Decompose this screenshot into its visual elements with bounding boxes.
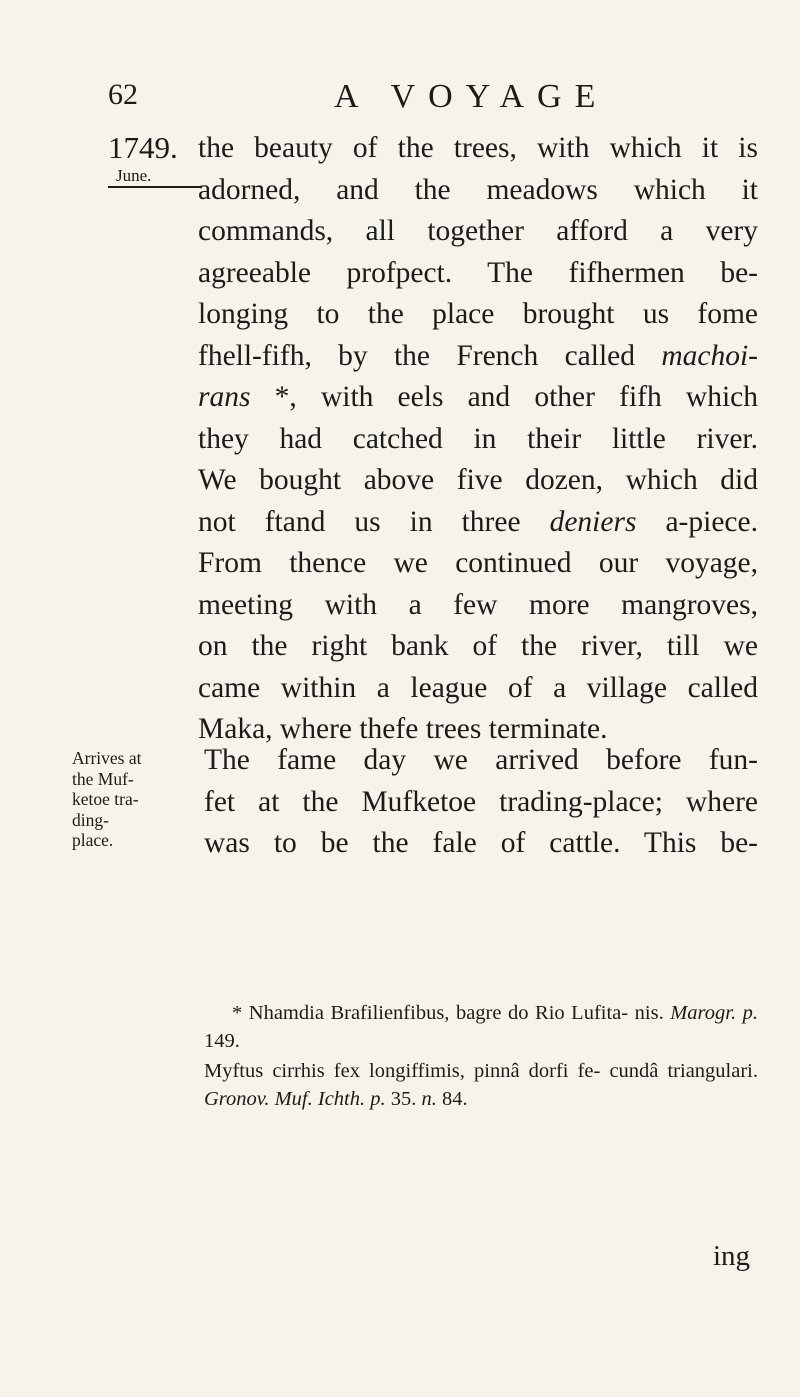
italic-term: rans — [198, 381, 251, 413]
margin-date — [108, 130, 198, 188]
text-line: Maka, where thefe trees terminate. — [198, 713, 608, 745]
margin-month: June. — [108, 166, 202, 188]
footnote-citation: n. — [421, 1087, 437, 1110]
footnotes — [204, 1000, 758, 1113]
marginal-line: the Muf- — [72, 768, 134, 789]
text-line: agreeable profpect. The fifhermen be- — [198, 256, 758, 289]
footnote-text: 84. — [436, 1087, 468, 1110]
marginal-line: ketoe tra- — [72, 789, 139, 809]
text-line: From thence we continued our voyage, — [198, 547, 758, 579]
page-header — [108, 78, 648, 122]
footnote-1 — [204, 1000, 758, 1055]
footnote-text: Myftus cirrhis fex longiffimis, pinnâ dorfi fe- — [204, 1060, 601, 1082]
page-number: 62 — [108, 78, 138, 111]
running-title: A VOYAGE — [334, 78, 609, 115]
text-line — [198, 377, 758, 419]
text-line: the beauty of the trees, with which it is — [198, 132, 758, 164]
text-line: longing to the place brought us fome — [198, 298, 758, 330]
footnote-citation: Marogr. p. — [670, 1002, 758, 1024]
text-span: fhell-fifh, by the French called — [198, 339, 662, 372]
text-line: meeting with a few more mangroves, — [198, 588, 758, 621]
marginal-line: place. — [72, 830, 114, 850]
italic-term: machoi- — [661, 339, 758, 372]
footnote-text: 35. — [385, 1087, 417, 1110]
text-line: The fame day we arrived before fun- — [204, 744, 758, 776]
text-line: We bought above five dozen, which did — [198, 464, 758, 496]
marginal-line: ding- — [72, 809, 109, 830]
text-line: came within a league of a village called — [198, 671, 758, 704]
text-line: commands, all together afford a very — [198, 215, 758, 247]
text-line: fet at the Mufketoe trading-place; where — [204, 785, 758, 818]
footnote-text: nis. — [634, 1002, 671, 1024]
text-line: on the right bank of the river, till we — [198, 630, 758, 662]
marginal-note — [72, 748, 202, 851]
footnote-citation: Gronov. Muf. Ichth. p. — [204, 1087, 386, 1110]
catchword: ing — [713, 1240, 751, 1272]
text-span: *, with eels and other fifh which — [250, 381, 758, 413]
text-span: not ftand us in three — [198, 505, 550, 538]
marginal-line: Arrives at — [72, 748, 142, 768]
italic-term: deniers — [549, 505, 637, 538]
paragraph-2 — [204, 740, 758, 865]
text-line: was to be the fale of cattle. This be- — [204, 827, 758, 859]
text-line — [198, 502, 758, 544]
text-span: a-piece. — [636, 505, 758, 538]
footnote-text: * Nhamdia Brafilienfibus, bagre do Rio Lufita- — [232, 1002, 629, 1024]
text-line: they had catched in their little river. — [198, 422, 758, 455]
footnote-text: 149. — [204, 1029, 240, 1052]
text-line: adorned, and the meadows which it — [198, 173, 758, 206]
margin-year: 1749. — [108, 130, 178, 165]
footnote-text: cundâ triangulari. — [609, 1060, 758, 1082]
paragraph-1 — [198, 128, 758, 751]
footnote-2 — [204, 1058, 758, 1113]
text-line — [198, 336, 758, 378]
